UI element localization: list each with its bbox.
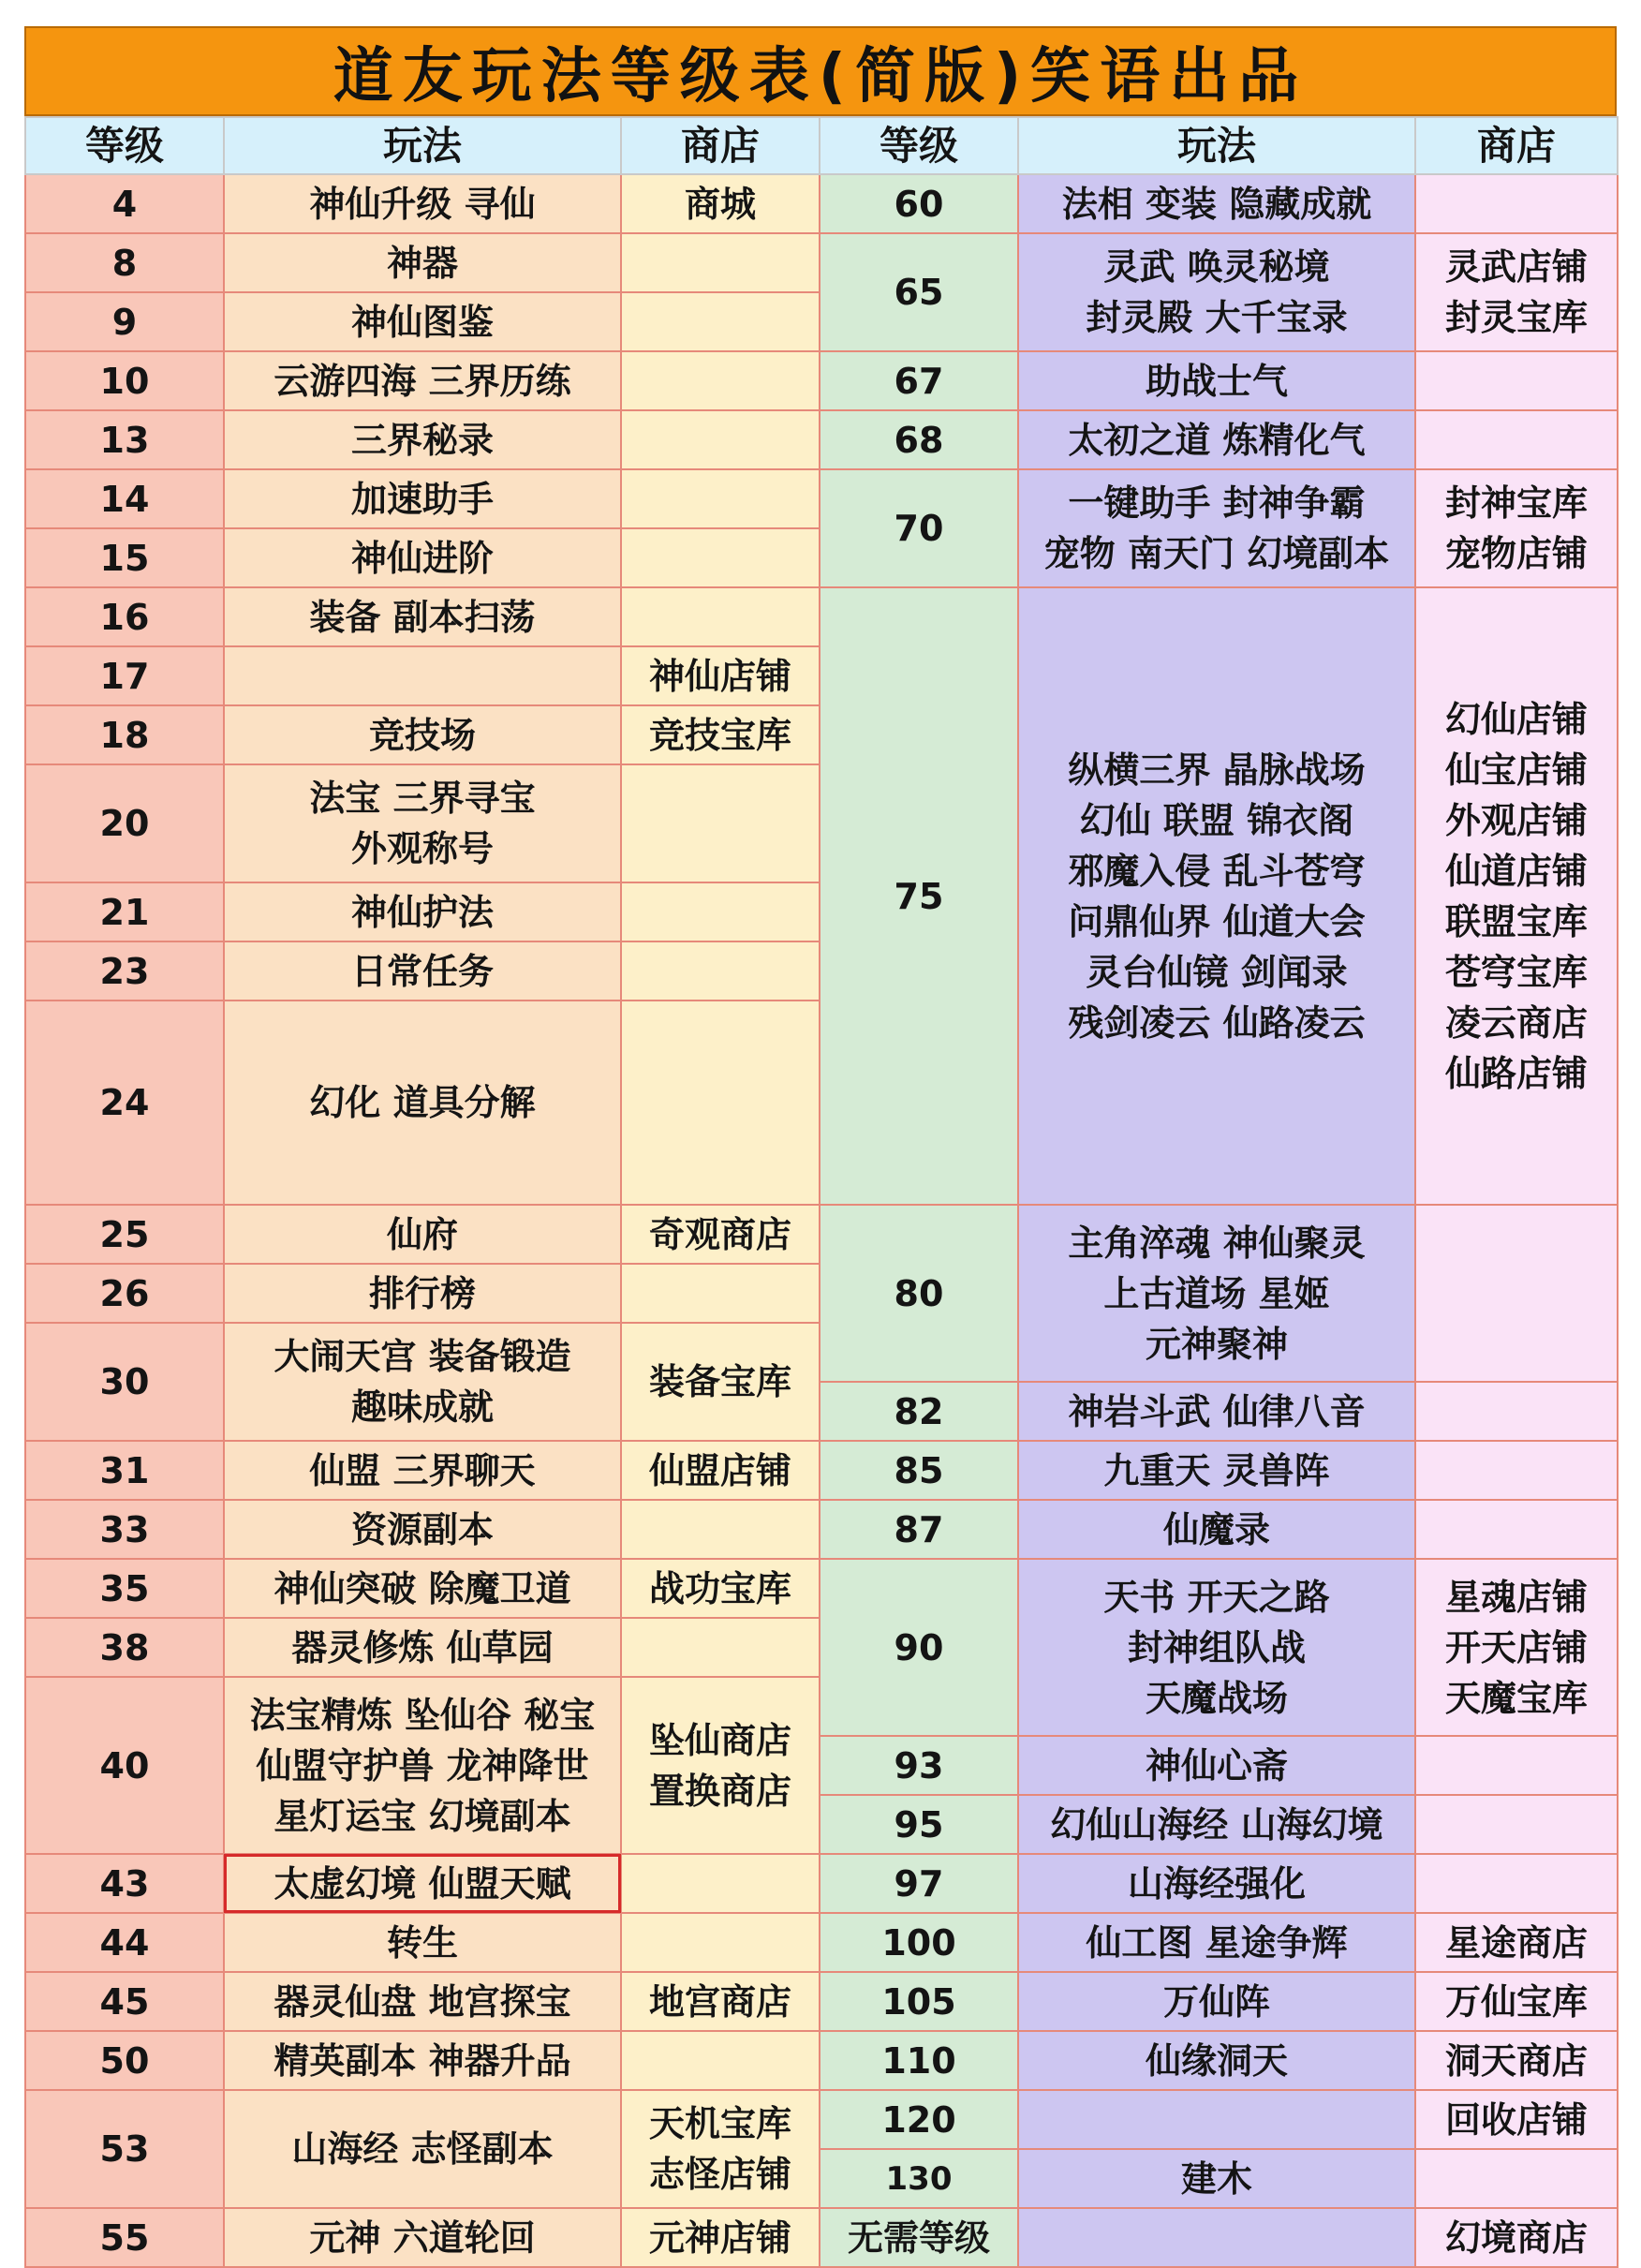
shop-cell xyxy=(621,941,820,1001)
level-cell: 120 xyxy=(820,2090,1018,2149)
shop-cell xyxy=(621,1264,820,1323)
feature-cell: 仙府 xyxy=(224,1205,621,1264)
feature-line: 灵台仙镜 剑闻录 xyxy=(1086,951,1348,993)
feature-cell: 三界秘录 xyxy=(224,410,621,469)
shop-cell: 仙盟店铺 xyxy=(621,1441,820,1500)
level-cell: 26 xyxy=(25,1264,224,1323)
level-cell: 70 xyxy=(820,469,1018,587)
shop-line: 宠物店铺 xyxy=(1444,533,1588,574)
title-banner xyxy=(24,26,1617,116)
shop-cell xyxy=(621,2090,820,2208)
shop-line: 封神宝库 xyxy=(1444,482,1588,524)
feature-line: 大闹天宫 装备锻造 xyxy=(274,1336,571,1377)
shop-line: 仙道店铺 xyxy=(1444,850,1588,892)
feature-cell: 加速助手 xyxy=(224,469,621,528)
feature-cell: 器灵修炼 仙草园 xyxy=(224,1618,621,1677)
level-cell: 无需等级 xyxy=(820,2208,1018,2267)
feature-cell: 幻仙山海经 山海幻境 xyxy=(1018,1795,1415,1854)
level-cell: 35 xyxy=(25,1559,224,1618)
feature-line: 残剑凌云 仙路凌云 xyxy=(1068,1001,1366,1044)
header-level-left: 等级 xyxy=(25,117,224,174)
feature-line: 星灯运宝 幻境副本 xyxy=(274,1795,571,1837)
level-cell: 87 xyxy=(820,1500,1018,1559)
level-cell: 40 xyxy=(25,1677,224,1854)
header-play-right: 玩法 xyxy=(1018,117,1415,174)
feature-line: 灵武 唤灵秘境 xyxy=(1103,246,1330,288)
shop-cell xyxy=(1415,469,1618,587)
level-cell: 30 xyxy=(25,1323,224,1441)
shop-cell: 万仙宝库 xyxy=(1415,1972,1618,2031)
shop-cell xyxy=(621,351,820,410)
level-cell: 25 xyxy=(25,1205,224,1264)
shop-cell: 奇观商店 xyxy=(621,1205,820,1264)
header-play-left: 玩法 xyxy=(224,117,621,174)
feature-cell: 竞技场 xyxy=(224,705,621,764)
level-cell: 44 xyxy=(25,1913,224,1972)
feature-cell: 仙魔录 xyxy=(1018,1500,1415,1559)
feature-cell xyxy=(1018,1205,1415,1382)
shop-line: 志怪店铺 xyxy=(648,2154,791,2195)
level-cell: 15 xyxy=(25,528,224,587)
feature-cell xyxy=(1018,587,1415,1205)
shop-cell xyxy=(1415,1854,1618,1913)
level-cell: 9 xyxy=(25,292,224,351)
feature-cell xyxy=(224,1677,621,1854)
level-cell: 4 xyxy=(25,174,224,233)
feature-cell: 元神 六道轮回 xyxy=(224,2208,621,2267)
shop-cell xyxy=(621,882,820,941)
shop-line: 幻仙店铺 xyxy=(1444,698,1588,740)
feature-cell: 精英副本 神器升品 xyxy=(224,2031,621,2090)
feature-line: 天书 开天之路 xyxy=(1103,1576,1330,1618)
feature-line: 纵横三界 晶脉战场 xyxy=(1068,749,1366,791)
level-cell: 95 xyxy=(820,1795,1018,1854)
shop-cell: 洞天商店 xyxy=(1415,2031,1618,2090)
shop-cell xyxy=(621,1500,820,1559)
level-cell: 65 xyxy=(820,233,1018,351)
level-cell: 97 xyxy=(820,1854,1018,1913)
feature-line: 上古道场 星姬 xyxy=(1103,1272,1330,1314)
level-cell: 55 xyxy=(25,2208,224,2267)
feature-cell xyxy=(224,1323,621,1441)
feature-cell: 神仙图鉴 xyxy=(224,292,621,351)
shop-line: 外观店铺 xyxy=(1444,799,1588,841)
shop-line: 仙宝店铺 xyxy=(1444,749,1588,791)
level-cell: 43 xyxy=(25,1854,224,1913)
shop-cell xyxy=(1415,1382,1618,1441)
level-cell: 68 xyxy=(820,410,1018,469)
level-cell: 82 xyxy=(820,1382,1018,1441)
table-row xyxy=(25,2208,1618,2267)
feature-line: 法宝精炼 坠仙谷 秘宝 xyxy=(249,1694,596,1736)
header-shop-right: 商店 xyxy=(1415,117,1618,174)
shop-cell xyxy=(1415,174,1618,233)
page-title: 道友玩法等级表(简版)笑语出品 xyxy=(333,42,1308,111)
shop-line: 星魂店铺 xyxy=(1444,1576,1588,1618)
shop-line: 开天店铺 xyxy=(1444,1626,1588,1668)
feature-cell: 法相 变装 隐藏成就 xyxy=(1018,174,1415,233)
feature-cell: 神仙心斋 xyxy=(1018,1736,1415,1795)
level-table xyxy=(24,116,1619,2268)
shop-cell: 地宫商店 xyxy=(621,1972,820,2031)
feature-cell: 建木 xyxy=(1018,2149,1415,2208)
shop-cell: 幻境商店 xyxy=(1415,2208,1618,2267)
feature-line: 封神组队战 xyxy=(1127,1626,1306,1668)
feature-line: 元神聚神 xyxy=(1145,1323,1288,1365)
shop-cell: 装备宝库 xyxy=(621,1323,820,1441)
shop-cell xyxy=(621,1913,820,1972)
shop-cell: 回收店铺 xyxy=(1415,2090,1618,2149)
level-cell: 24 xyxy=(25,1001,224,1205)
table-row xyxy=(25,410,1618,469)
feature-cell: 山海经 志怪副本 xyxy=(224,2090,621,2208)
feature-line: 宠物 南天门 幻境副本 xyxy=(1043,533,1390,574)
table-row xyxy=(25,1205,1618,1264)
feature-cell: 神仙进阶 xyxy=(224,528,621,587)
level-cell: 23 xyxy=(25,941,224,1001)
level-cell: 93 xyxy=(820,1736,1018,1795)
shop-line: 坠仙商店 xyxy=(648,1719,791,1761)
shop-cell xyxy=(621,1854,820,1913)
shop-cell xyxy=(1415,233,1618,351)
level-cell: 85 xyxy=(820,1441,1018,1500)
shop-cell: 星途商店 xyxy=(1415,1913,1618,1972)
feature-cell: 山海经强化 xyxy=(1018,1854,1415,1913)
feature-cell: 神仙突破 除魔卫道 xyxy=(224,1559,621,1618)
level-cell: 16 xyxy=(25,587,224,646)
table-row xyxy=(25,351,1618,410)
shop-cell xyxy=(621,528,820,587)
feature-line: 趣味成就 xyxy=(350,1386,494,1428)
table-row xyxy=(25,2031,1618,2090)
table-row xyxy=(25,1441,1618,1500)
shop-cell xyxy=(1415,410,1618,469)
feature-cell: 万仙阵 xyxy=(1018,1972,1415,2031)
table-row xyxy=(25,587,1618,646)
shop-line: 天机宝库 xyxy=(648,2103,791,2144)
table-row xyxy=(25,174,1618,233)
shop-cell xyxy=(621,1001,820,1205)
shop-cell xyxy=(1415,1441,1618,1500)
level-cell: 110 xyxy=(820,2031,1018,2090)
shop-cell xyxy=(621,587,820,646)
feature-cell: 神岩斗武 仙律八音 xyxy=(1018,1382,1415,1441)
table-row xyxy=(25,1913,1618,1972)
level-cell: 53 xyxy=(25,2090,224,2208)
feature-cell xyxy=(1018,469,1415,587)
feature-cell: 转生 xyxy=(224,1913,621,1972)
level-cell: 130 xyxy=(820,2149,1018,2208)
feature-line: 主角淬魂 神仙聚灵 xyxy=(1068,1222,1366,1264)
feature-cell xyxy=(1018,1559,1415,1736)
shop-line: 仙路店铺 xyxy=(1444,1052,1588,1094)
feature-line: 问鼎仙界 仙道大会 xyxy=(1068,900,1366,942)
shop-cell xyxy=(1415,587,1618,1205)
feature-cell: 器灵仙盘 地宫探宝 xyxy=(224,1972,621,2031)
shop-cell xyxy=(621,233,820,292)
shop-cell xyxy=(621,410,820,469)
table-row xyxy=(25,469,1618,528)
feature-cell: 九重天 灵兽阵 xyxy=(1018,1441,1415,1500)
shop-cell: 战功宝库 xyxy=(621,1559,820,1618)
level-cell: 14 xyxy=(25,469,224,528)
feature-cell: 仙盟 三界聊天 xyxy=(224,1441,621,1500)
level-cell: 8 xyxy=(25,233,224,292)
level-cell: 67 xyxy=(820,351,1018,410)
feature-cell: 仙缘洞天 xyxy=(1018,2031,1415,2090)
level-cell: 21 xyxy=(25,882,224,941)
feature-cell: 日常任务 xyxy=(224,941,621,1001)
level-cell: 45 xyxy=(25,1972,224,2031)
feature-cell: 幻化 道具分解 xyxy=(224,1001,621,1205)
feature-cell: 神仙升级 寻仙 xyxy=(224,174,621,233)
feature-cell: 太初之道 炼精化气 xyxy=(1018,410,1415,469)
level-cell: 20 xyxy=(25,764,224,882)
shop-cell xyxy=(1415,2149,1618,2208)
shop-cell xyxy=(621,1677,820,1854)
feature-cell: 助战士气 xyxy=(1018,351,1415,410)
level-cell: 13 xyxy=(25,410,224,469)
level-cell: 31 xyxy=(25,1441,224,1500)
feature-cell xyxy=(1018,2090,1415,2149)
shop-cell xyxy=(1415,1795,1618,1854)
level-cell: 18 xyxy=(25,705,224,764)
shop-cell xyxy=(621,292,820,351)
feature-line: 幻仙 联盟 锦衣阁 xyxy=(1079,799,1354,841)
header-level-right: 等级 xyxy=(820,117,1018,174)
feature-cell xyxy=(1018,2208,1415,2267)
table-row xyxy=(25,2090,1618,2149)
level-sheet xyxy=(24,26,1617,2259)
feature-line: 封灵殿 大千宝录 xyxy=(1086,297,1348,338)
feature-line: 外观称号 xyxy=(350,828,494,869)
shop-line: 置换商店 xyxy=(648,1770,791,1812)
feature-cell-highlighted[interactable]: 太虚幻境 仙盟天赋 xyxy=(224,1854,621,1913)
level-cell: 60 xyxy=(820,174,1018,233)
level-cell: 17 xyxy=(25,646,224,705)
feature-cell xyxy=(224,646,621,705)
level-cell: 100 xyxy=(820,1913,1018,1972)
shop-cell xyxy=(621,469,820,528)
shop-cell xyxy=(1415,1559,1618,1736)
shop-cell xyxy=(1415,1500,1618,1559)
shop-line: 苍穹宝库 xyxy=(1444,951,1588,993)
shop-line: 封灵宝库 xyxy=(1444,297,1588,338)
feature-cell xyxy=(1018,233,1415,351)
shop-line: 灵武店铺 xyxy=(1444,246,1588,288)
level-cell: 90 xyxy=(820,1559,1018,1736)
feature-line: 邪魔入侵 乱斗苍穹 xyxy=(1068,850,1366,892)
shop-cell xyxy=(621,2031,820,2090)
shop-cell xyxy=(1415,1205,1618,1382)
level-cell: 10 xyxy=(25,351,224,410)
table-row xyxy=(25,1854,1618,1913)
shop-cell xyxy=(621,764,820,882)
header-row xyxy=(25,117,1618,174)
level-cell: 50 xyxy=(25,2031,224,2090)
feature-line: 天魔战场 xyxy=(1145,1677,1288,1719)
feature-line: 法宝 三界寻宝 xyxy=(309,778,536,819)
feature-cell xyxy=(224,764,621,882)
feature-cell: 神仙护法 xyxy=(224,882,621,941)
feature-cell: 仙工图 星途争辉 xyxy=(1018,1913,1415,1972)
table-row xyxy=(25,1559,1618,1618)
level-cell: 80 xyxy=(820,1205,1018,1382)
table-row xyxy=(25,1972,1618,2031)
feature-line: 仙盟守护兽 龙神降世 xyxy=(256,1744,589,1786)
shop-line: 凌云商店 xyxy=(1444,1001,1588,1044)
feature-cell: 装备 副本扫荡 xyxy=(224,587,621,646)
level-cell: 38 xyxy=(25,1618,224,1677)
feature-cell: 神器 xyxy=(224,233,621,292)
shop-line: 联盟宝库 xyxy=(1444,900,1588,942)
shop-cell: 神仙店铺 xyxy=(621,646,820,705)
level-cell: 75 xyxy=(820,587,1018,1205)
feature-line: 一键助手 封神争霸 xyxy=(1068,482,1366,524)
table-row xyxy=(25,233,1618,292)
shop-cell: 元神店铺 xyxy=(621,2208,820,2267)
header-shop-left: 商店 xyxy=(621,117,820,174)
feature-cell: 云游四海 三界历练 xyxy=(224,351,621,410)
shop-cell: 竞技宝库 xyxy=(621,705,820,764)
shop-line: 天魔宝库 xyxy=(1444,1677,1588,1719)
table-row xyxy=(25,1500,1618,1559)
level-cell: 33 xyxy=(25,1500,224,1559)
shop-cell: 商城 xyxy=(621,174,820,233)
shop-cell xyxy=(1415,1736,1618,1795)
level-cell: 105 xyxy=(820,1972,1018,2031)
feature-cell: 资源副本 xyxy=(224,1500,621,1559)
shop-cell xyxy=(621,1618,820,1677)
shop-cell xyxy=(1415,351,1618,410)
feature-cell: 排行榜 xyxy=(224,1264,621,1323)
